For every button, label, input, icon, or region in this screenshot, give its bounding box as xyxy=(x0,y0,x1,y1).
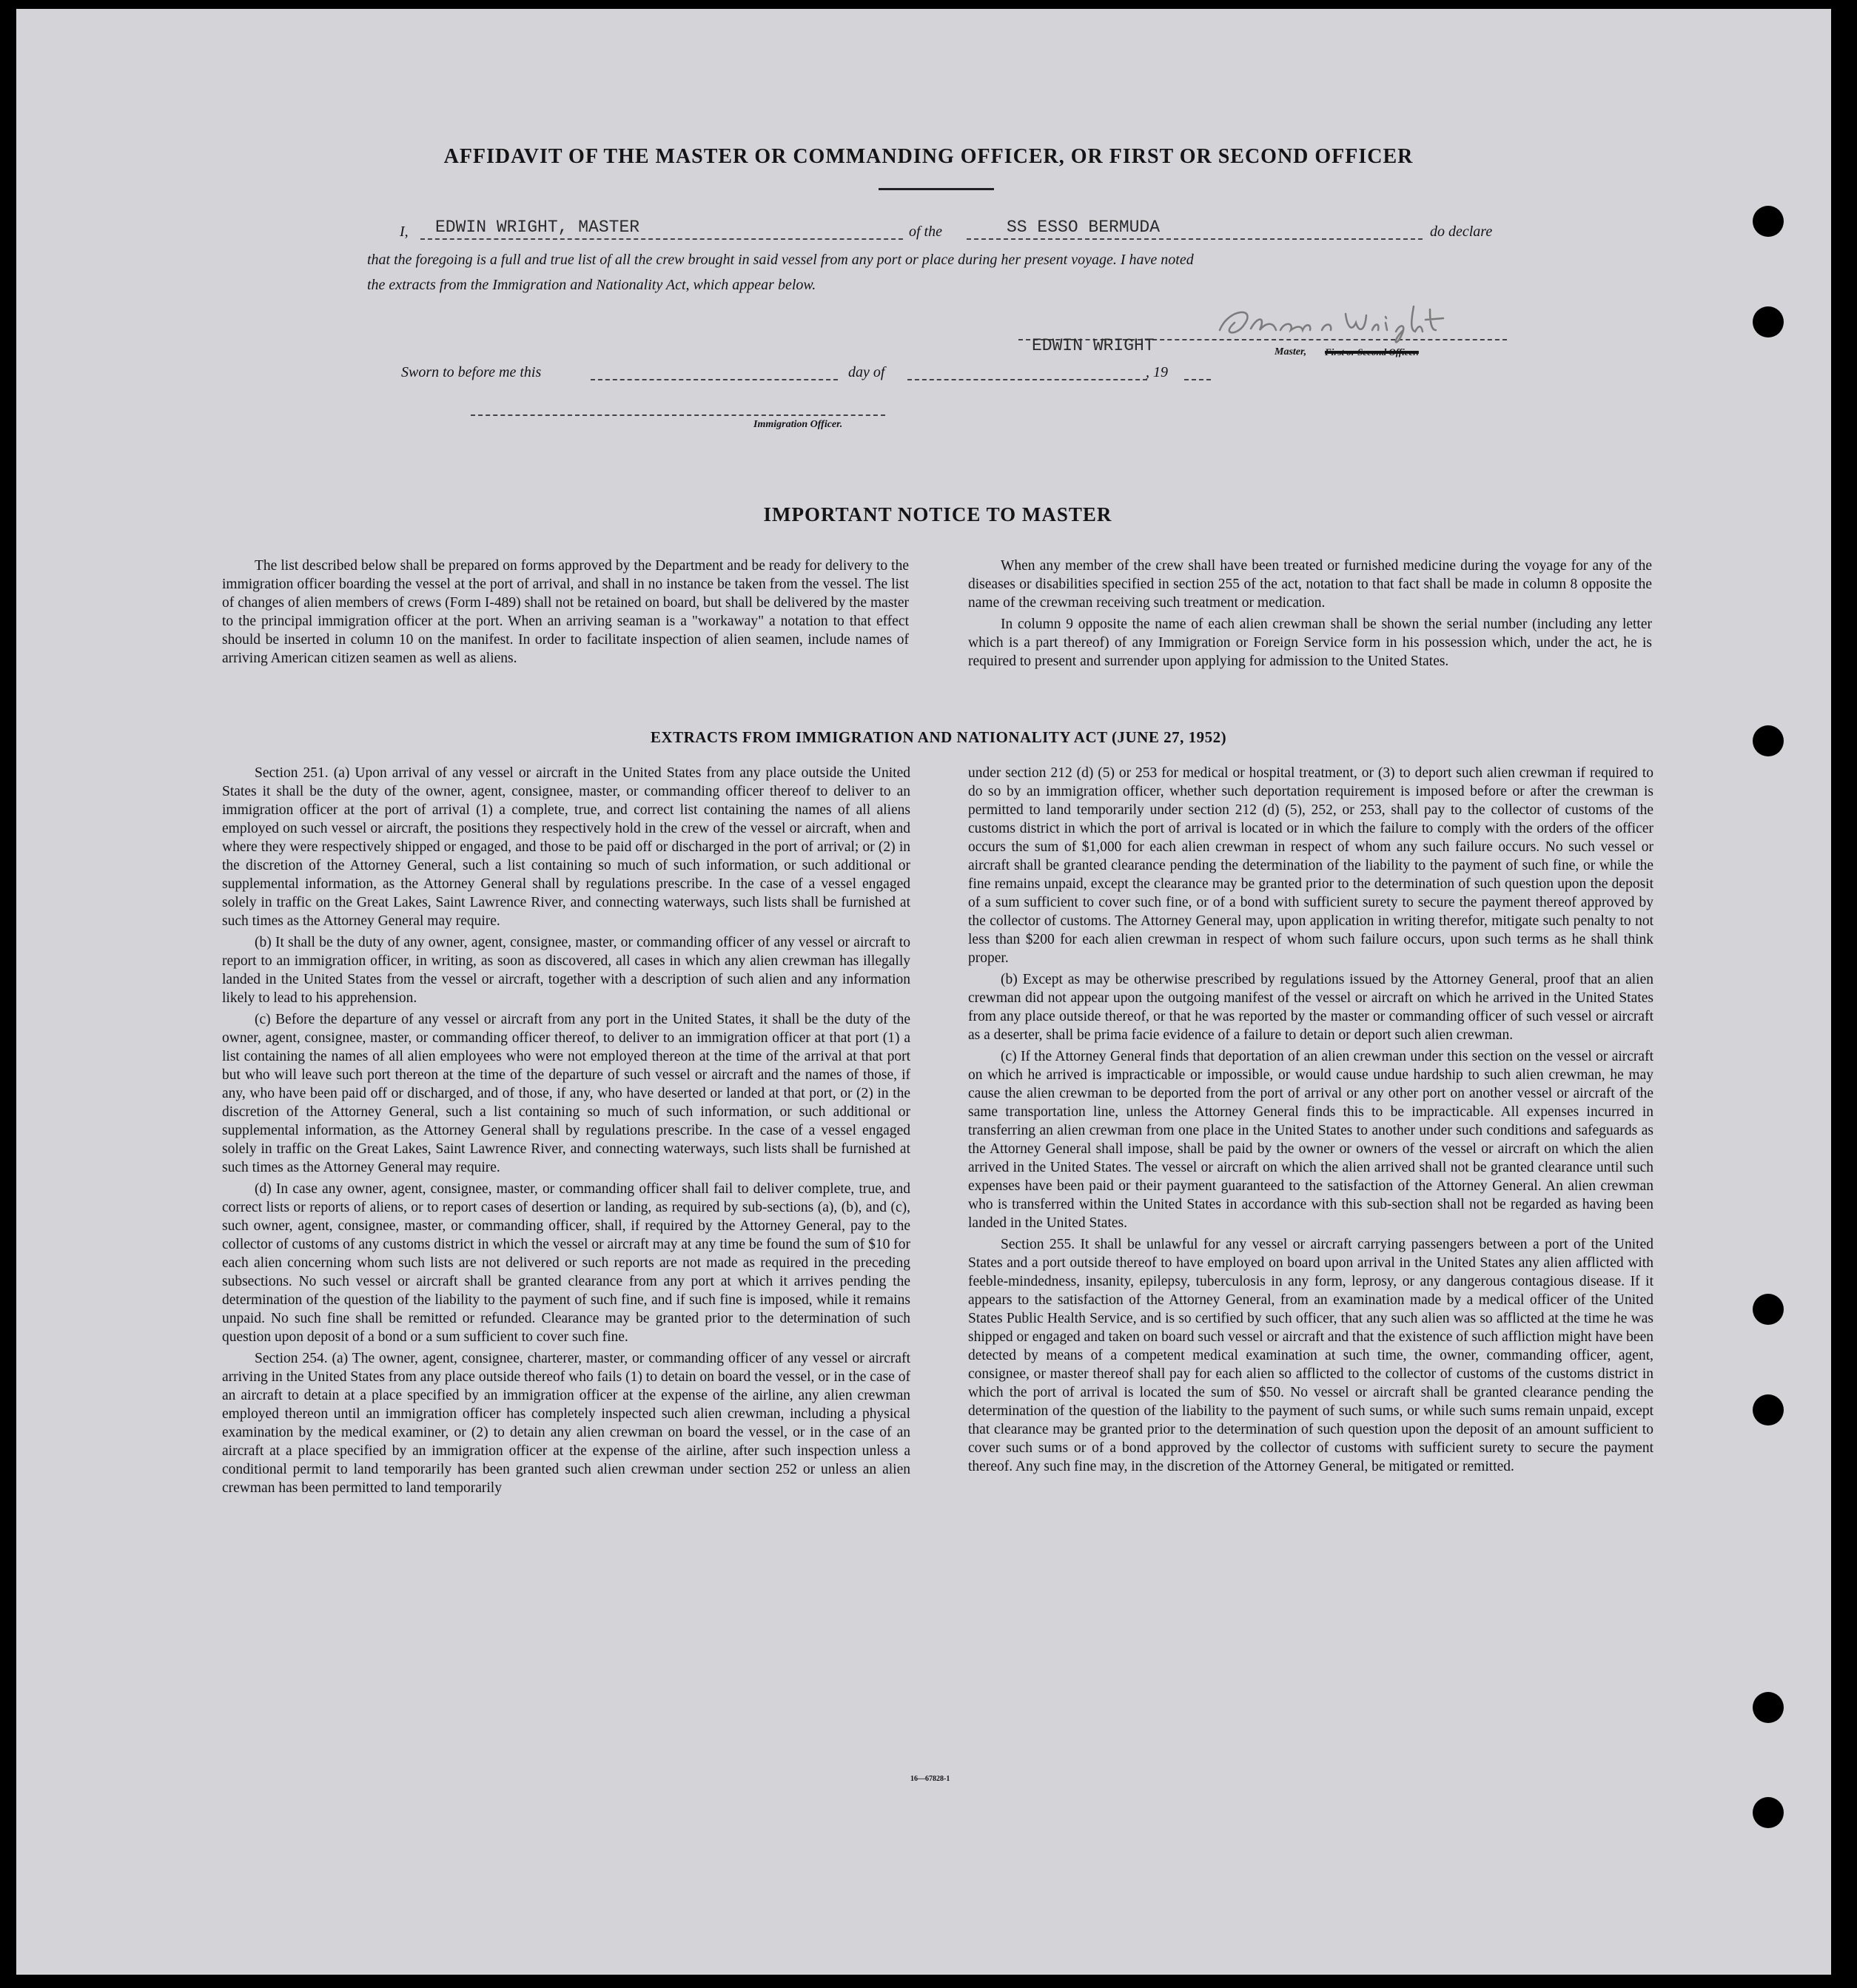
vessel-name-value: SS ESSO BERMUDA xyxy=(1007,218,1161,237)
binder-hole xyxy=(1753,1394,1784,1425)
section-251d: (d) In case any owner, agent, consignee, master, or commanding officer shall fail to deliver complete, true, and correct lists or reports of aliens, or to report cases of desertion or landing, as required by sub-sections (a), (b), and (c), such owner, agent, consignee, master, or commanding officer, shall, if required by the Attorney General, pay to the collector of customs of any customs district in which the vessel or aircraft may at any time be found the sum of $10 for each alien concerning whom such lists are not delivered or such reports are not made as required in the preceding subsections. No such vessel or aircraft shall be granted clearance from any port at which it arrives pending the determination of the question of the liability to the payment of such fine, and if such fine is imposed, while it remains unpaid. No such fine shall be remitted or refunded. Clearance may be granted prior to the determination of such question upon deposit of a bond or a sum sufficient to cover such fine. xyxy=(222,1181,910,1345)
section-255: Section 255. It shall be unlawful for any vessel or aircraft carrying passengers between a port of the United States and a port outside thereof to have employed on board upon arrival in the United States any alien afflicted with feeble-mindedness, insanity, epilepsy, tuberculosis in any form, leprosy, or any dangerous contagious disease. If it appears to the satisfaction of the Attorney General, from an examination made by a medical officer of the United States Public Health Service, and is so certified by such officer, that any such alien was so afflicted at the time he was shipped or engaged and taken on board such vessel or aircraft and that the existence of such affliction might have been detected by means of a competent medical examination at such time, the owner, commanding officer, agent, consignee, or master thereof shall pay for each alien so afflicted to the collector of customs of the customs district in which the port of arrival is located the sum of $50. No vessel or aircraft shall be granted clearance pending the determination of the question of the liability to the payment of such sums, or while such sums remain unpaid, except that clearance may be granted prior to the determination of such question upon the deposit of an amount sufficient to cover such sums or of a bond approved by the collector of customs with sufficient surety to secure the payment thereof. Any such fine may, in the discretion of the Attorney General, be mitigated or remitted. xyxy=(968,1237,1653,1474)
affidavit-title: AFFIDAVIT OF THE MASTER OR COMMANDING OFFICER, OR FIRST OR SECOND OFFICER xyxy=(443,145,1414,168)
day-of-label: day of xyxy=(848,364,885,380)
sworn-month-line xyxy=(907,379,1147,380)
struck-officer-label: First or Second Officer. xyxy=(1325,346,1419,357)
binder-hole xyxy=(1753,206,1784,237)
notice-right-paragraph-1: When any member of the crew shall have been treated or furnished medicine during the voyage for any of the diseases or disabilities specified in section 255 of the act, notation to that fact shall be made in column 8 opposite the name of the crewman receiving such treatment or medication. xyxy=(968,558,1652,611)
binder-hole xyxy=(1753,1294,1784,1325)
form-number: 16—67828-1 xyxy=(910,1775,950,1783)
name-field-line xyxy=(420,238,903,240)
sworn-label: Sworn to before me this xyxy=(401,364,542,380)
extracts-title: EXTRACTS FROM IMMIGRATION AND NATIONALITY ACT (JUNE 27, 1952) xyxy=(650,728,1227,746)
year-line xyxy=(1184,379,1211,380)
do-declare-label: do declare xyxy=(1430,224,1493,240)
binder-hole xyxy=(1753,306,1784,338)
notice-right-column xyxy=(968,557,1652,674)
sworn-day-line xyxy=(591,379,838,380)
section-251b: (b) It shall be the duty of any owner, agent, consignee, master, or commanding officer of any vessel or aircraft to report to an immigration officer, in writing, as soon as discovered, all cases in which any alien crewman has illegally landed in the United States from the vessel or aircraft, together with a description of such alien and any information likely to lead to his apprehension. xyxy=(222,935,910,1006)
binder-hole xyxy=(1753,1692,1784,1723)
officer-signature-line xyxy=(471,414,885,416)
extracts-left-column xyxy=(222,764,910,1500)
notice-left-column xyxy=(222,557,909,671)
signer-typed-name: EDWIN WRIGHT xyxy=(1032,336,1155,355)
section-254b: (b) Except as may be otherwise prescribed by regulations issued by the Attorney General, proof that an alien crewman did not appear upon the outgoing manifest of the vessel or aircraft on which he arrived in the United States from any place outside thereof, or that he was reported by the master or commanding officer of such vessel or aircraft as a deserter, shall be prima facie evidence of a failure to detain or deport such alien crewman. xyxy=(968,972,1653,1043)
notice-title: IMPORTANT NOTICE TO MASTER xyxy=(763,503,1112,525)
declaration-line-1: that the foregoing is a full and true list of all the crew brought in said vessel from any port or place during her present voyage. I have noted xyxy=(367,252,1194,268)
notice-left-paragraph: The list described below shall be prepared on forms approved by the Department and be ready for delivery to the immigration officer boarding the vessel at the port of arrival, and shall in no instance be taken from the vessel. The list of changes of alien members of crews (Form I-489) shall not be retained on board, but shall be delivered by the master to the principal immigration officer at the port. When an arriving seaman is a "workaway" a notation to that effect should be inserted in column 10 on the manifest. In order to facilitate inspection of alien seamen, include names of arriving American citizen seamen as well as aliens. xyxy=(222,558,909,666)
section-254a-continued: under section 212 (d) (5) or 253 for medical or hospital treatment, or (3) to deport such alien crewman if required to do so by an immigration officer, whether such deportation requirement is imposed before or after the crewman is permitted to land temporarily under section 212 (d) (5), 252, or 253, shall pay to the collector of customs of the customs district in which the port of arrival is located or in which the failure to comply with the orders of the officer occurs the sum of $1,000 for each alien crewman in respect of whom any such failure occurs. No such vessel or aircraft shall be granted clearance pending the determination of the liability to the payment of such fine, or while the fine remains unpaid, except the clearance may be granted prior to the determination of such question upon the deposit of a sum sufficient to cover such fine, or of a bond with sufficient surety to secure the payment thereof approved by the collector of customs. The Attorney General may, upon application in writing therefor, mitigate such penalty to not less than $200 for each alien crewman in respect of whom such failure occurs, upon such terms as he shall think proper. xyxy=(968,765,1653,966)
extracts-right-column xyxy=(968,764,1653,1479)
master-label: Master, xyxy=(1275,346,1307,357)
declaration-line-2: the extracts from the Immigration and Nationality Act, which appear below. xyxy=(367,277,816,293)
handwritten-signature xyxy=(1214,300,1473,349)
i-prefix: I, xyxy=(400,224,409,240)
master-name-value: EDWIN WRIGHT, MASTER xyxy=(435,218,640,237)
notice-right-paragraph-2: In column 9 opposite the name of each alien crewman shall be shown the serial number (including any letter which is a part thereof) of any Immigration or Foreign Service form in his possession which, under the act, he is required to present and surrender upon applying for admission to the United States. xyxy=(968,617,1652,669)
of-the-label: of the xyxy=(909,224,942,240)
title-rule xyxy=(879,188,994,190)
year-prefix: , 19 xyxy=(1146,364,1168,380)
section-254c: (c) If the Attorney General finds that deportation of an alien crewman under this section on the vessel or aircraft on which he arrived is impracticable or impossible, or would cause undue hardship to such alien crewman, he may cause the alien crewman to be deported from the port of arrival or any other port on another vessel or aircraft of the same transportation line, unless the Attorney General finds this to be impracticable. All expenses incurred in transferring an alien crewman from one place in the United States to another under such conditions and safeguards as the Attorney General shall impose, shall be paid by the owner or owners of the vessel or aircraft on which the alien arrived in the United States. The vessel or aircraft on which the alien arrived shall not be granted clearance until such expenses have been paid or their payment guaranteed to the satisfaction of the Attorney General. An alien crewman who is transferred within the United States in accordance with this sub-section shall not be regarded as having been landed in the United States. xyxy=(968,1049,1653,1231)
section-251a: Section 251. (a) Upon arrival of any vessel or aircraft in the United States from any place outside the United States it shall be the duty of the owner, agent, consignee, master, or commanding officer thereof to deliver to an immigration officer at the port of arrival (1) a complete, true, and correct list containing the names of all aliens employed on such vessel or aircraft, the positions they respectively hold in the crew of the vessel or aircraft, when and where they were respectively shipped or engaged, and those to be paid off or discharged in the port of arrival; or (2) in the discretion of the Attorney General, such a list containing so much of such information, or such additional or supplemental information, as the Attorney General shall by regulations prescribe. In the case of a vessel engaged solely in traffic on the Great Lakes, Saint Lawrence River, and connecting waterways, such lists shall be furnished at such times as the Attorney General may require. xyxy=(222,765,910,929)
binder-hole xyxy=(1753,1797,1784,1828)
section-254a: Section 254. (a) The owner, agent, consignee, charterer, master, or commanding officer of any vessel or aircraft arriving in the United States from any place outside thereof who fails (1) to detain on board the vessel, or in the case of an aircraft to detain at a place specified by an immigration officer at the expense of the airline, any alien crewman employed thereon until an immigration officer has completely inspected such alien crewman, including a physical examination by the medical examiner, or (2) to detain any alien crewman on board the vessel, or in the case of an aircraft at a place specified by an immigration officer at the expense of the airline, after such inspection unless a conditional permit to land temporarily has been granted such alien crewman under section 252 or unless an alien crewman has been permitted to land temporarily xyxy=(222,1351,910,1496)
section-251c: (c) Before the departure of any vessel or aircraft from any port in the United States, it shall be the duty of the owner, agent, consignee, master, or commanding officer thereof, to deliver to an immigration officer at that port (1) a list containing the names of all alien employees who were not employed thereon at the time of the arrival at that port but who will leave such port thereon at the time of the departure of such vessel or aircraft and the names of those, if any, who have been paid off or discharged, and of those, if any, who have deserted or landed at that port, or (2) in the discretion of the Attorney General, such a list containing so much of such information, or such additional or supplemental information, as the Attorney General shall by regulations prescribe. In the case of a vessel engaged solely in traffic on the Great Lakes, Saint Lawrence River, and connecting waterways, such lists shall be furnished at such times as the Attorney General may require. xyxy=(222,1012,910,1175)
vessel-field-line xyxy=(967,238,1423,240)
immigration-officer-label: Immigration Officer. xyxy=(753,419,843,430)
